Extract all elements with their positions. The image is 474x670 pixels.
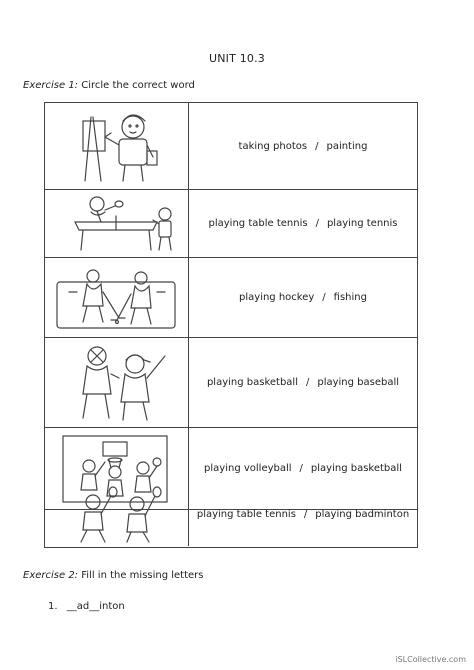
picture-cell bbox=[45, 338, 189, 427]
choice-option-a[interactable]: taking photos bbox=[238, 140, 308, 152]
choice-option-a[interactable]: playing basketball bbox=[206, 377, 298, 388]
picture-cell bbox=[45, 482, 189, 546]
choice-separator: / bbox=[305, 377, 310, 388]
choice-option-a[interactable]: playing table tennis bbox=[208, 218, 308, 229]
choice-option-b[interactable]: playing basketball bbox=[310, 463, 402, 474]
choice-separator: / bbox=[322, 292, 326, 303]
picture-cell bbox=[45, 190, 189, 257]
table-row bbox=[45, 103, 417, 189]
unit-title: UNIT 10.3 bbox=[208, 52, 266, 65]
exercise-2-instruction: Fill in the missing letters bbox=[81, 570, 204, 581]
choice-option-b[interactable]: playing baseball bbox=[317, 377, 400, 388]
exercise-1-label: Exercise 1: bbox=[23, 80, 79, 91]
word-choice-cell bbox=[189, 338, 417, 427]
children-playing-table-tennis-drawing bbox=[53, 194, 181, 254]
children-playing-badminton-drawing bbox=[53, 486, 181, 544]
word-choice-cell bbox=[189, 103, 417, 189]
children-playing-baseball-drawing bbox=[53, 342, 181, 424]
choice-separator: / bbox=[315, 218, 319, 229]
exercise-2-label: Exercise 2: bbox=[23, 570, 79, 581]
choice-option-b[interactable]: fishing bbox=[333, 292, 367, 303]
table-row bbox=[45, 257, 417, 337]
exercise-1-table-last-row bbox=[44, 482, 418, 548]
table-row bbox=[45, 189, 417, 257]
exercise-1-instruction: Circle the correct word bbox=[81, 80, 195, 91]
choice-option-a[interactable]: playing volleyball bbox=[204, 463, 292, 474]
choice-separator: / bbox=[315, 140, 319, 152]
word-choice-cell bbox=[189, 258, 417, 337]
word-choice-cell bbox=[189, 190, 417, 257]
question-number: 1. bbox=[48, 601, 58, 612]
question-text[interactable]: __ad__inton bbox=[66, 601, 125, 612]
exercise-2-heading bbox=[23, 570, 204, 581]
exercise-1-heading bbox=[23, 80, 195, 91]
choice-separator: / bbox=[303, 508, 308, 520]
choice-separator: / bbox=[299, 463, 303, 474]
choice-option-a[interactable]: playing hockey bbox=[239, 292, 315, 303]
picture-cell bbox=[45, 258, 189, 337]
question-1 bbox=[48, 601, 125, 612]
table-row bbox=[45, 482, 417, 546]
picture-cell bbox=[45, 103, 189, 189]
word-choice-cell bbox=[189, 482, 417, 546]
choice-option-a[interactable]: playing table tennis bbox=[196, 508, 296, 520]
choice-option-b[interactable]: painting bbox=[326, 140, 368, 152]
choice-option-b[interactable]: playing tennis bbox=[326, 218, 398, 229]
child-painting-at-easel-drawing bbox=[53, 107, 181, 185]
choice-option-b[interactable]: playing badminton bbox=[315, 508, 410, 520]
children-playing-hockey-drawing bbox=[53, 262, 181, 334]
table-row bbox=[45, 337, 417, 427]
watermark: iSLCollective.com bbox=[395, 655, 466, 664]
